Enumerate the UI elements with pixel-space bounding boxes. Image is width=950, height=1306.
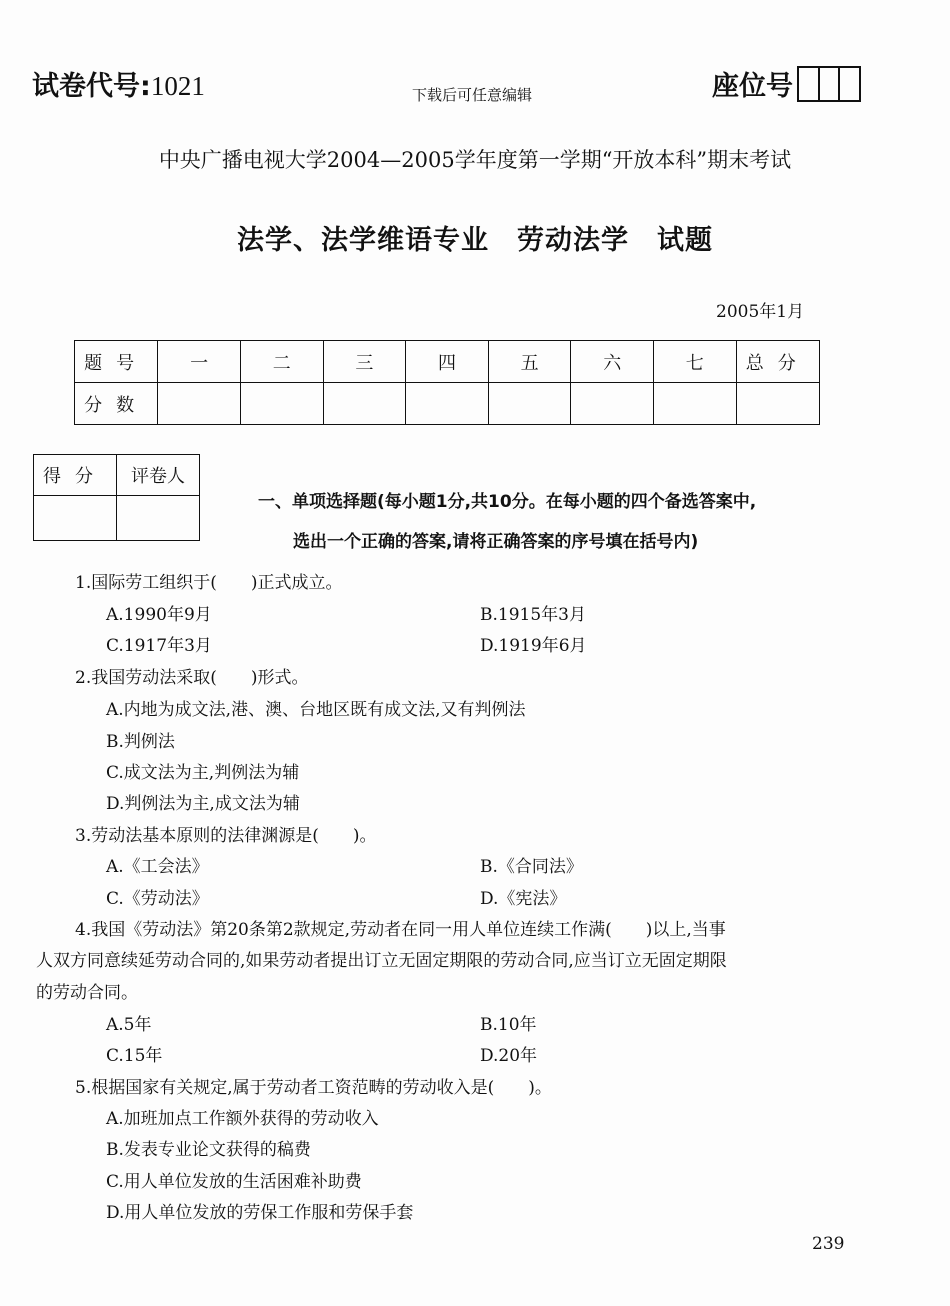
option-d: D.判例法为主,成文法为辅 (106, 794, 300, 814)
option-d: D.20年 (480, 1046, 538, 1066)
option-d: D.《宪法》 (480, 889, 567, 909)
score-cell[interactable] (736, 383, 819, 425)
grader-name-label: 评卷人 (117, 455, 200, 496)
score-cell[interactable] (406, 383, 489, 425)
seat-number-box[interactable] (797, 66, 861, 102)
paper-code-value: 1021 (150, 71, 205, 101)
score-table (74, 340, 820, 425)
option-a: A.《工会法》 (106, 857, 209, 877)
option-d: D.用人单位发放的劳保工作服和劳保手套 (106, 1203, 414, 1223)
score-header-cell: 五 (488, 341, 571, 383)
score-header-cell: 三 (323, 341, 406, 383)
question-stem-cont: 的劳动合同。 (36, 983, 138, 1003)
paper-code-label: 试卷代号: (32, 71, 151, 102)
option-c: C.15年 (106, 1046, 163, 1066)
option-a: A.5年 (106, 1015, 152, 1035)
option-a: A.1990年9月 (106, 605, 212, 625)
score-cell[interactable] (323, 383, 406, 425)
score-cell[interactable] (654, 383, 737, 425)
score-cell[interactable] (240, 383, 323, 425)
exam-date: 2005年1月 (716, 302, 805, 322)
score-header-cell: 二 (240, 341, 323, 383)
score-cell[interactable] (488, 383, 571, 425)
paper-code (32, 64, 205, 103)
score-header-cell: 七 (654, 341, 737, 383)
edit-note: 下载后可任意编辑 (412, 86, 533, 104)
option-b: B.发表专业论文获得的稿费 (106, 1140, 311, 1160)
subject-title: 法学、法学维语专业 劳动法学 试题 (237, 225, 713, 256)
page-number: 239 (812, 1234, 845, 1254)
option-a: A.加班加点工作额外获得的劳动收入 (106, 1109, 379, 1129)
grader-name-cell[interactable] (117, 496, 200, 541)
option-c: C.成文法为主,判例法为辅 (106, 763, 300, 783)
option-a: A.内地为成文法,港、澳、台地区既有成文法,又有判例法 (106, 700, 526, 720)
option-c: C.用人单位发放的生活困难补助费 (106, 1172, 362, 1192)
question-stem: 2.我国劳动法采取( )形式。 (75, 668, 309, 688)
seat-number-label: 座位号 (712, 71, 793, 102)
score-header-cell: 四 (406, 341, 489, 383)
question-stem: 3.劳动法基本原则的法律渊源是( )。 (75, 826, 377, 846)
question-stem: 1.国际劳工组织于( )正式成立。 (75, 573, 343, 593)
option-c: C.《劳动法》 (106, 889, 209, 909)
grader-score-cell[interactable] (34, 496, 117, 541)
option-b: B.判例法 (106, 732, 175, 752)
score-table-score-row (75, 383, 820, 425)
exam-title: 中央广播电视大学2004—2005学年度第一学期“开放本科”期末考试 (158, 148, 792, 172)
score-table-header-row (75, 341, 820, 383)
grader-score-label: 得分 (34, 455, 117, 496)
option-c: C.1917年3月 (106, 636, 212, 656)
question-stem-cont: 人双方同意续延劳动合同的,如果劳动者提出订立无固定期限的劳动合同,应当订立无固定期限 (36, 951, 727, 971)
question-stem: 4.我国《劳动法》第20条第2款规定,劳动者在同一用人单位连续工作满( )以上,当事 (75, 920, 726, 940)
option-d: D.1919年6月 (480, 636, 587, 656)
question-stem: 5.根据国家有关规定,属于劳动者工资范畴的劳动收入是( )。 (75, 1078, 552, 1098)
grader-table (33, 454, 200, 541)
score-header-cell: 一 (158, 341, 241, 383)
option-b: B.1915年3月 (480, 605, 586, 625)
score-row-label: 分数 (75, 383, 158, 425)
score-cell[interactable] (158, 383, 241, 425)
score-header-cell: 题号 (75, 341, 158, 383)
option-b: B.《合同法》 (480, 857, 583, 877)
score-header-cell: 六 (571, 341, 654, 383)
score-cell[interactable] (571, 383, 654, 425)
section-instruction: 选出一个正确的答案,请将正确答案的序号填在括号内) (293, 532, 699, 552)
seat-number (712, 64, 861, 103)
section-heading: 一、单项选择题(每小题1分,共10分。在每小题的四个备选答案中, (258, 492, 757, 512)
option-b: B.10年 (480, 1015, 537, 1035)
score-header-cell: 总分 (736, 341, 819, 383)
